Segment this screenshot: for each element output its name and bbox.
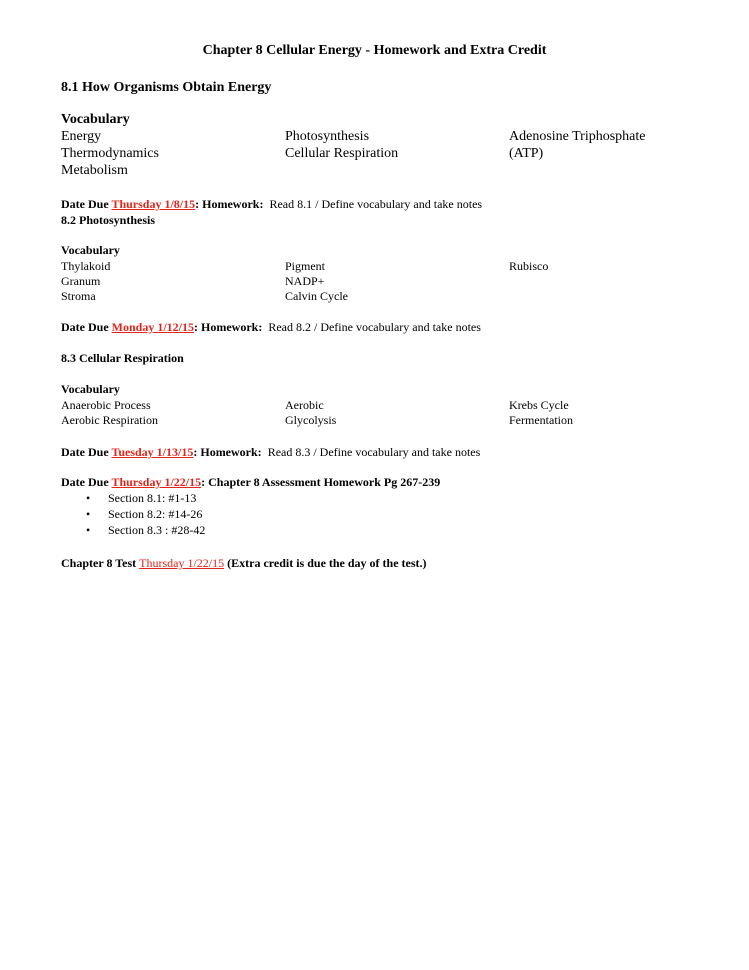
vocab-term: Aerobic Respiration — [61, 413, 158, 427]
vocab-term: Glycolysis — [285, 413, 337, 427]
vocab-term: Energy — [61, 129, 102, 144]
homework-label: : Homework: — [194, 320, 263, 334]
vocab-term: NADP+ — [285, 274, 325, 288]
vocab-term: Granum — [61, 274, 101, 288]
vocab-term: Thylakoid — [61, 259, 111, 273]
list-item: • Section 8.3 : #28-42 — [86, 523, 206, 537]
test-label: Chapter 8 Test — [61, 556, 140, 570]
homework-text: Read 8.1 / Define vocabulary and take notes — [269, 197, 483, 211]
due-date: Thursday 1/22/15 — [111, 475, 202, 489]
due-label: Date Due — [61, 475, 112, 489]
test-note: (Extra credit is due the day of the test.) — [224, 556, 427, 570]
vocab-term: Rubisco — [509, 259, 549, 273]
vocab-term: Calvin Cycle — [285, 289, 348, 303]
section-8-2-vocab-label: Vocabulary — [61, 243, 120, 257]
vocab-term: Metabolism — [61, 163, 128, 178]
vocab-term: Krebs Cycle — [509, 398, 569, 412]
vocab-term: Adenosine Triphosphate — [509, 129, 646, 144]
section-8-3-vocab-label: Vocabulary — [61, 382, 120, 396]
vocab-term: (ATP) — [509, 146, 544, 161]
due-label: Date Due — [61, 320, 112, 334]
homework-text: Read 8.3 / Define vocabulary and take notes — [267, 445, 481, 459]
section-8-3-heading: 8.3 Cellular Respiration — [61, 351, 184, 365]
bullet-icon: • — [86, 523, 91, 537]
section-8-2-heading: 8.2 Photosynthesis — [61, 213, 156, 227]
homework-label: : Homework: — [193, 445, 262, 459]
bullet-icon: • — [86, 491, 91, 505]
due-date: Monday 1/12/15 — [111, 320, 194, 334]
bullet-icon: • — [86, 507, 91, 521]
vocab-term: Aerobic — [285, 398, 324, 412]
section-8-1-due-line — [61, 197, 482, 212]
list-item: • Section 8.2: #14-26 — [86, 507, 203, 521]
vocab-term: Fermentation — [509, 413, 573, 427]
due-label: Date Due — [61, 445, 112, 459]
due-date: Tuesday 1/13/15 — [111, 445, 194, 459]
list-item: • Section 8.1: #1-13 — [86, 491, 197, 505]
assessment-text: : Chapter 8 Assessment Homework Pg 267-239 — [201, 475, 441, 489]
test-line — [61, 556, 427, 571]
vocab-term: Pigment — [285, 259, 326, 273]
vocab-term: Stroma — [61, 289, 96, 303]
section-8-1-vocab-label: Vocabulary — [61, 112, 130, 127]
test-date: Thursday 1/22/15 — [139, 556, 225, 570]
homework-label: : Homework: — [195, 197, 264, 211]
vocab-term: Thermodynamics — [61, 146, 159, 161]
vocab-term: Anaerobic Process — [61, 398, 151, 412]
vocab-term: Photosynthesis — [285, 129, 370, 144]
vocab-term: Cellular Respiration — [285, 146, 399, 161]
due-date: Thursday 1/8/15 — [111, 197, 196, 211]
section-8-3-due-line — [61, 445, 480, 460]
homework-text: Read 8.2 / Define vocabulary and take notes — [268, 320, 481, 334]
section-8-2-due-line — [61, 320, 481, 335]
page-title: Chapter 8 Cellular Energy - Homework and Extra Credit — [202, 43, 547, 58]
due-label: Date Due — [61, 197, 112, 211]
assessment-due-line — [61, 475, 440, 490]
section-8-1-heading: 8.1 How Organisms Obtain Energy — [61, 80, 272, 95]
